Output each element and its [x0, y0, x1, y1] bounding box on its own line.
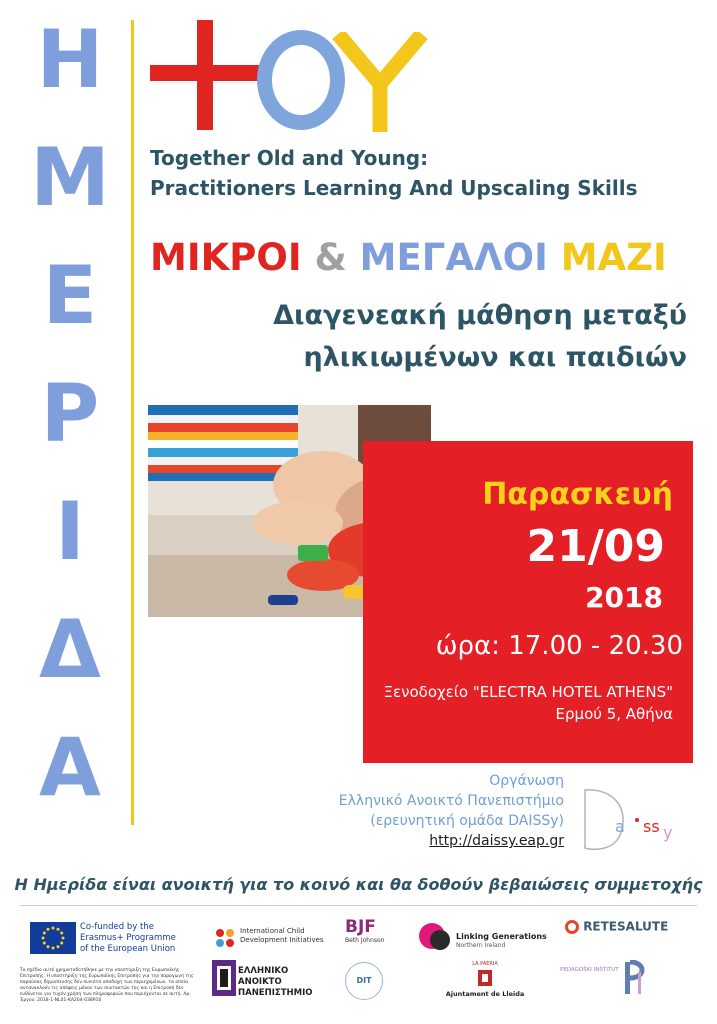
vertical-title-letter: Μ [30, 131, 110, 224]
vertical-title [30, 13, 110, 840]
slogan-word: ΜΕΓΑΛΟΙ [359, 236, 548, 279]
partner-name: Beth Johnson [345, 937, 385, 944]
footer-divider [20, 905, 697, 906]
partner-name-line: Northern Ireland [456, 942, 506, 949]
slogan-word: ΜΑΖΙ [560, 236, 667, 279]
brand-logo-plus [150, 20, 260, 130]
vertical-title-letter: Δ [39, 603, 101, 696]
event-info-box [363, 441, 693, 763]
partner-beth-johnson [345, 918, 385, 958]
venue-line: Ξενοδοχείο "ELECTRA HOTEL ATHENS" [383, 683, 673, 701]
partner-dit [345, 962, 383, 1000]
subtitle-line: Together Old and Young: [150, 146, 429, 170]
subtitle-line: Practitioners Learning And Upscaling Skills [150, 176, 638, 200]
event-year: 2018 [585, 581, 663, 614]
partner-pedagoski [560, 960, 680, 1000]
eap-logo-icon [212, 960, 236, 996]
vertical-title-letter: Α [39, 721, 101, 814]
vertical-title-letter: Ε [42, 249, 98, 342]
partner-linking-generations [418, 918, 558, 958]
partner-name-line: ΠΑΝΕΠΙΣΤΗΜΙΟ [238, 988, 313, 998]
eu-text-line: Co-funded by the [80, 922, 154, 932]
vertical-title-letter: Η [36, 13, 104, 106]
icdi-logo-icon [214, 927, 236, 949]
partner-name: DIT [356, 976, 372, 985]
slogan-ampersand: & [314, 236, 347, 279]
organizer-block [339, 771, 564, 851]
eu-text-line: Erasmus+ Programme [80, 933, 176, 943]
partner-name: International Child Development Initiatives [240, 927, 324, 944]
organizer-group: (ερευνητική ομάδα DAISSy) [370, 813, 564, 829]
venue-line: Ερμού 5, Αθήνα [555, 705, 673, 723]
partner-retesalute [565, 920, 685, 946]
partner-name [238, 966, 312, 999]
event-time: ώρα: 17.00 - 20.30 [435, 631, 683, 661]
event-date: 21/09 [526, 521, 665, 572]
daissy-logo [575, 780, 685, 860]
svg-text:y: y [663, 823, 673, 842]
organizer-label: Οργάνωση [489, 773, 564, 789]
project-subtitle [150, 143, 690, 203]
slogan-word: ΜΙΚΡΟΙ [150, 236, 302, 279]
event-venue [384, 681, 674, 725]
organizer-link[interactable]: http://daissy.eap.gr [429, 833, 564, 849]
theme-line: ηλικιωμένων και παιδιών [303, 342, 687, 373]
svg-text:a: a [615, 817, 625, 836]
partner-name: Ajuntament de Lleida [445, 990, 525, 998]
partner-name: RETESALUTE [583, 919, 669, 934]
event-theme [167, 295, 687, 379]
partner-paeria [430, 960, 540, 1000]
paeria-crest-icon [476, 969, 494, 987]
public-notice: Η Ημερίδα είναι ανοικτή για το κοινό και θα δοθούν βεβαιώσεις συμμετοχής [14, 875, 703, 894]
partner-name-line: ΑΝΟΙΚΤΟ [238, 977, 282, 987]
vertical-divider [131, 20, 134, 825]
paeria-top-text: LA PAERIA [472, 961, 498, 967]
svg-text:ss: ss [643, 817, 660, 836]
organizer-name: Ελληνικό Ανοικτό Πανεπιστήμιο [338, 793, 564, 809]
partner-eap [212, 958, 322, 998]
partner-name-line: ΕΛΛΗΝΙΚΟ [238, 966, 289, 976]
event-day: Παρασκευή [482, 477, 673, 512]
retesalute-logo-icon [565, 920, 579, 934]
vertical-title-letter: Ι [55, 485, 85, 578]
vertical-title-letter: Ρ [40, 367, 100, 460]
eu-text-line: of the European Union [80, 944, 176, 954]
bjf-logo-text: BJF [345, 917, 376, 937]
partner-name [456, 932, 547, 950]
theme-line: Διαγενεακή μάθηση μεταξύ [273, 300, 687, 331]
eu-flag-icon [30, 922, 76, 954]
linking-generations-logo-icon [418, 918, 454, 958]
partner-name: PEDAGOŠKI INŠTITUT [560, 967, 619, 973]
partner-name-line: Linking Generations [456, 932, 547, 941]
slogan [150, 236, 700, 280]
brand-logo-y [330, 32, 430, 132]
eu-cofunded-text [80, 922, 176, 955]
pedagoski-logo-icon [622, 960, 648, 996]
eu-disclaimer: Το σχέδιο αυτό χρηματοδοτήθηκε με την υποστήριξη της Ευρωπαϊκής Επιτροπής. Η υποστήριξη της Ευρωπαϊκής Επιτροπής για την παραγωγή της παρούσας δημοσίευσης δεν συνιστά αποδοχή των περιεχομένων, τα οποία αντανακλούν τις απόψεις μόνον των συντακτών της και η Επιτροπή δεν ευθύνεται για τυχόν χρήση των πληροφοριών που περιέχονται σε αυτή. Αρ. Έργου: 2018-1-NL01-KA204-038910 [20, 968, 194, 1003]
